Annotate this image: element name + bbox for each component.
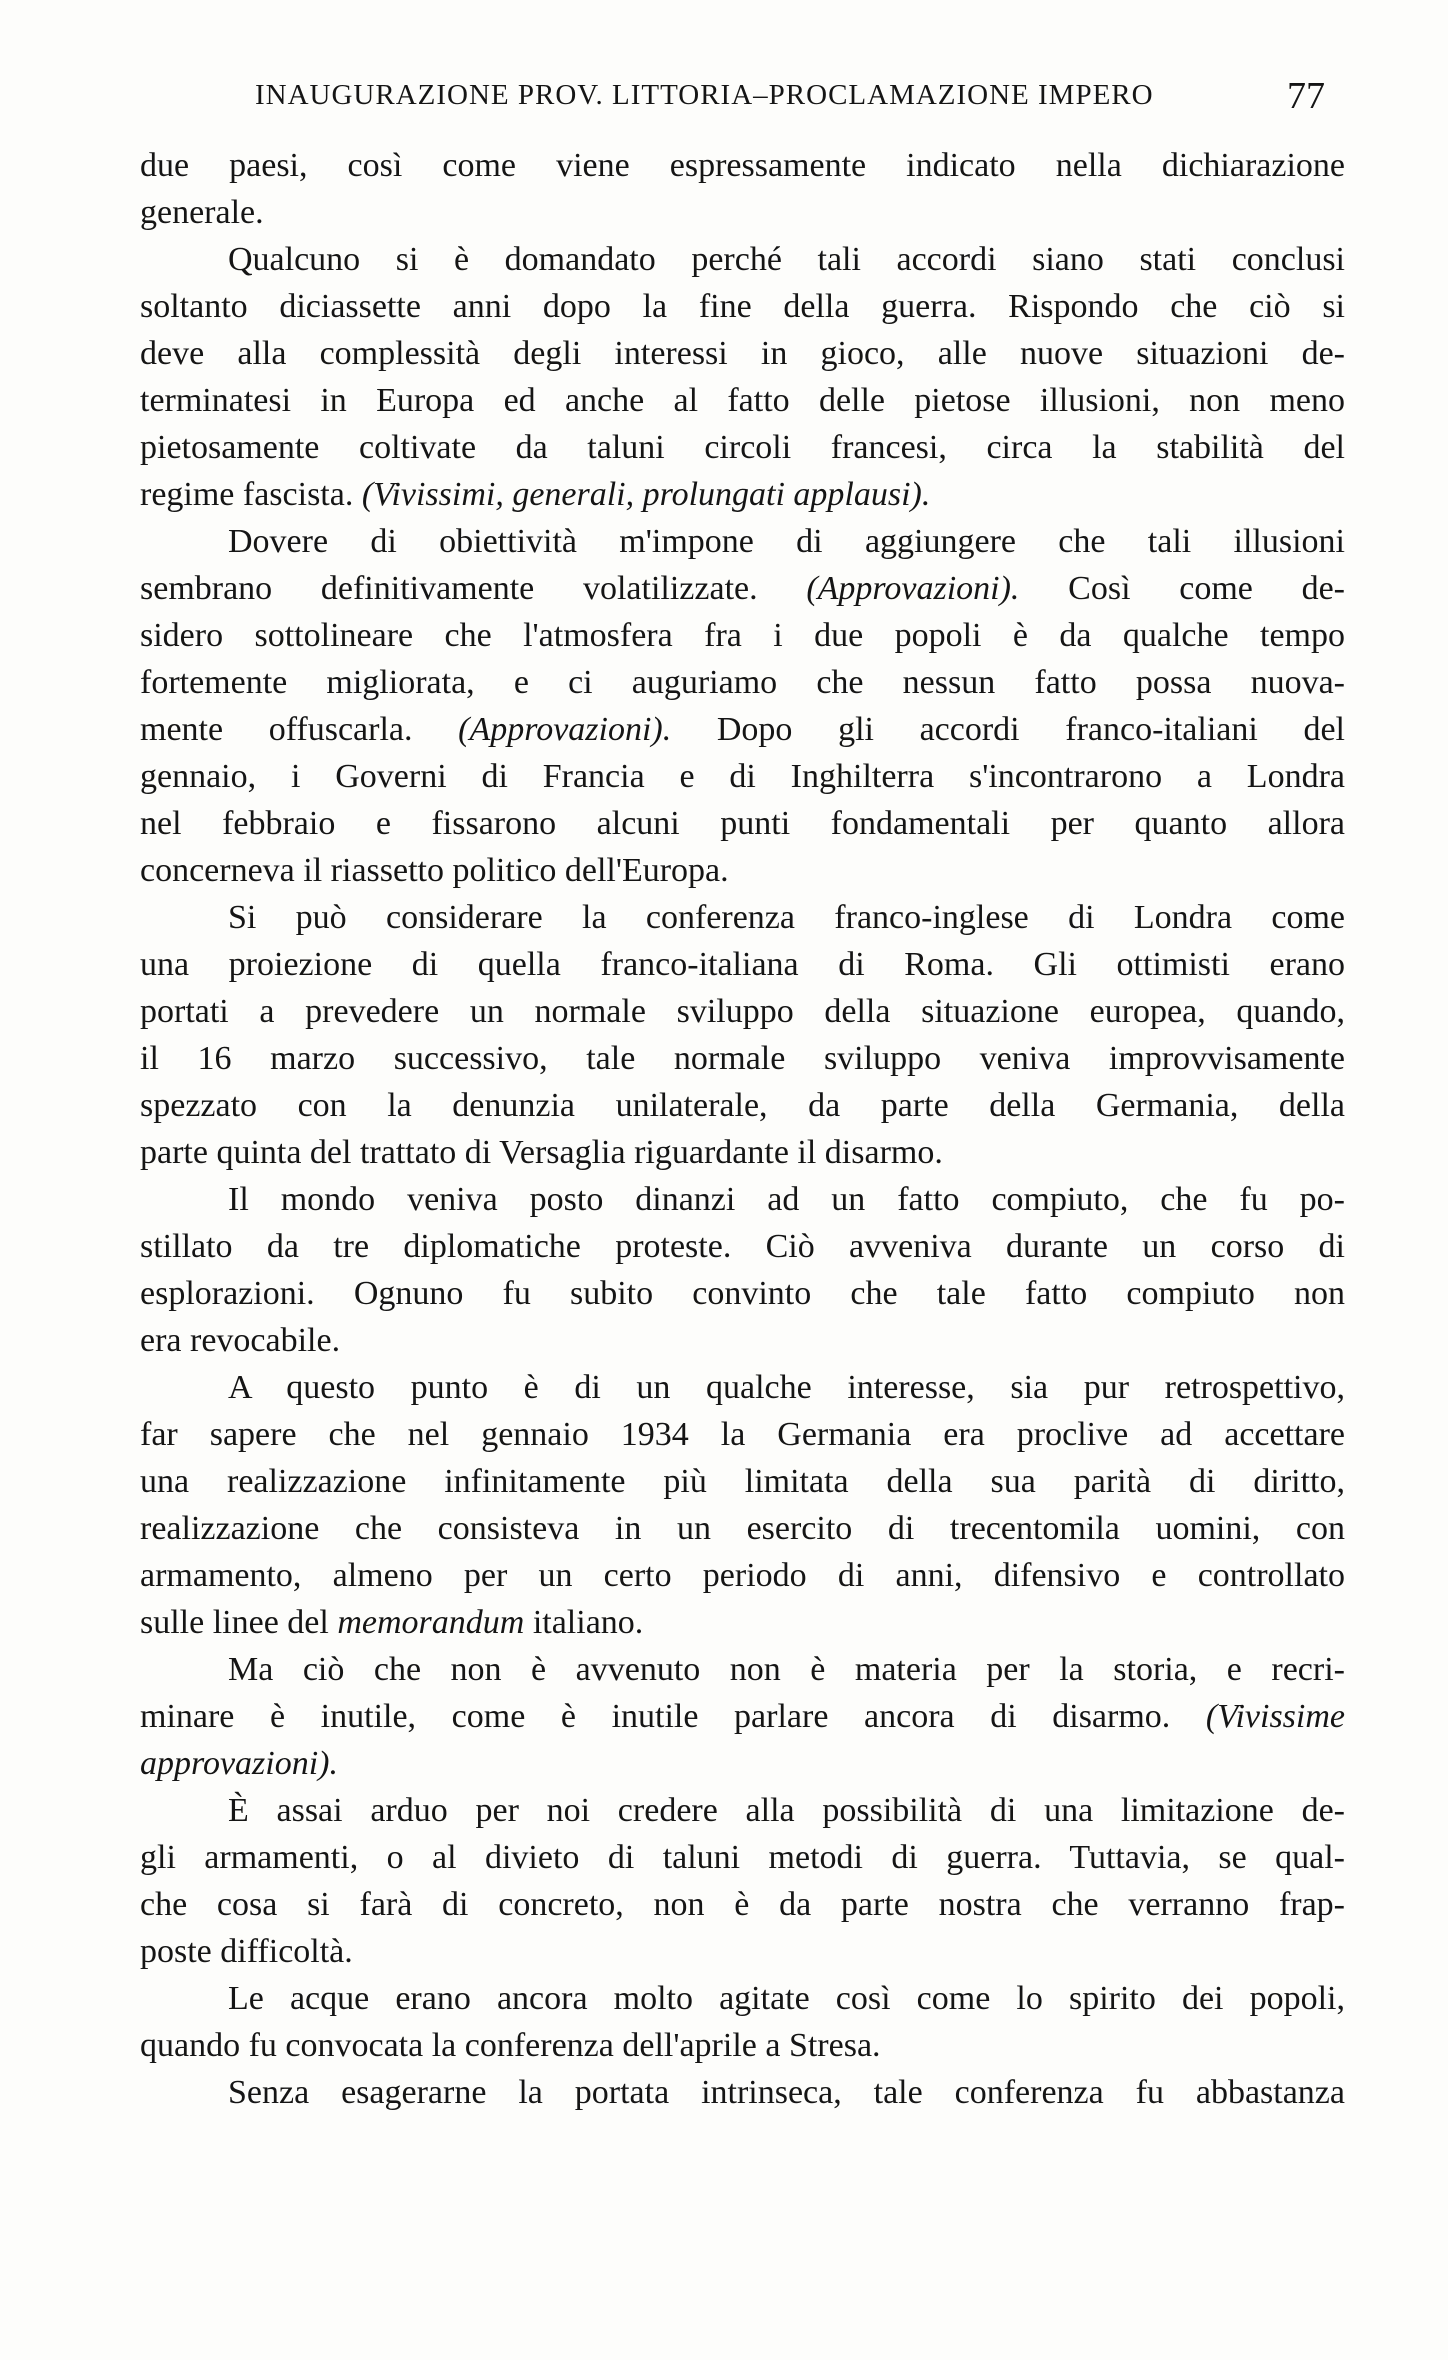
text-segment: Si può considerare la conferenza franco-inglese di Londra come: [228, 899, 1345, 936]
text-segment: soltanto diciassette anni dopo la fine della guerra. Rispondo che ciò si: [140, 288, 1345, 325]
text-line: [140, 471, 1345, 518]
text-segment: Qualcuno si è domandato perché tali accordi siano stati conclusi: [228, 241, 1345, 278]
text-line: [140, 753, 1345, 800]
text-line: [140, 1928, 1345, 1975]
text-segment: poste difficoltà.: [140, 1933, 353, 1970]
text-segment: terminatesi in Europa ed anche al fatto delle pietose illusioni, non meno: [140, 382, 1345, 419]
text-line: [140, 988, 1345, 1035]
text-segment: armamento, almeno per un certo periodo di anni, difensivo e controllato: [140, 1557, 1345, 1594]
text-line: [140, 1975, 1345, 2022]
text-line: [140, 847, 1345, 894]
text-segment: realizzazione che consisteva in un esercito di trecentomila uomini, con: [140, 1510, 1345, 1547]
page-number: 77: [1287, 75, 1325, 117]
text-segment: spezzato con la denunzia unilaterale, da parte della Germania, della: [140, 1087, 1345, 1124]
text-line: [140, 800, 1345, 847]
text-line: [140, 1881, 1345, 1928]
text-segment: sulle linee del: [140, 1604, 338, 1641]
text-segment: sembrano definitivamente volatilizzate.: [140, 570, 807, 607]
text-line: [140, 1646, 1345, 1693]
italic-text-segment: (Vivissime: [1205, 1698, 1345, 1735]
text-segment: A questo punto è di un qualche interesse, sia pur retrospettivo,: [228, 1369, 1345, 1406]
italic-text-segment: memorandum: [337, 1604, 525, 1641]
text-line: [140, 1599, 1345, 1646]
text-line: [140, 706, 1345, 753]
text-segment: Così come de-: [1019, 570, 1345, 607]
text-line: [140, 1082, 1345, 1129]
text-line: [140, 283, 1345, 330]
text-segment: esplorazioni. Ognuno fu subito convinto che tale fatto compiuto non: [140, 1275, 1345, 1312]
running-head: INAUGURAZIONE PROV. LITTORIA–PROCLAMAZIONE IMPERO: [255, 79, 1154, 111]
text-line: [140, 2069, 1345, 2116]
text-segment: deve alla complessità degli interessi in gioco, alle nuove situazioni de-: [140, 335, 1345, 372]
text-segment: una proiezione di quella franco-italiana di Roma. Gli ottimisti erano: [140, 946, 1345, 983]
text-line: [140, 565, 1345, 612]
text-segment: gennaio, i Governi di Francia e di Inghilterra s'incontrarono a Londra: [140, 758, 1345, 795]
text-segment: portati a prevedere un normale sviluppo della situazione europea, quando,: [140, 993, 1345, 1030]
text-line: [140, 1740, 1345, 1787]
text-segment: una realizzazione infinitamente più limitata della sua parità di diritto,: [140, 1463, 1345, 1500]
text-segment: Dopo gli accordi franco-italiani del: [671, 711, 1345, 748]
text-segment: mente offuscarla.: [140, 711, 459, 748]
text-line: [140, 189, 1345, 236]
text-segment: due paesi, così come viene espressamente indicato nella dichiarazione: [140, 147, 1345, 184]
text-line: [140, 1223, 1345, 1270]
text-line: [140, 1035, 1345, 1082]
text-segment: pietosamente coltivate da taluni circoli francesi, circa la stabilità del: [140, 429, 1345, 466]
text-segment: far sapere che nel gennaio 1934 la Germania era proclive ad accettare: [140, 1416, 1345, 1453]
text-segment: concerneva il riassetto politico dell'Europa.: [140, 852, 729, 889]
text-segment: sidero sottolineare che l'atmosfera fra i due popoli è da qualche tempo: [140, 617, 1345, 654]
text-line: [140, 659, 1345, 706]
text-segment: stillato da tre diplomatiche proteste. Ciò avveniva durante un corso di: [140, 1228, 1345, 1265]
text-line: [140, 1693, 1345, 1740]
text-line: [140, 941, 1345, 988]
text-line: [140, 377, 1345, 424]
text-line: [140, 1129, 1345, 1176]
text-segment: nel febbraio e fissarono alcuni punti fondamentali per quanto allora: [140, 805, 1345, 842]
text-line: [140, 1317, 1345, 1364]
text-line: [140, 1176, 1345, 1223]
text-line: [140, 1552, 1345, 1599]
text-line: [140, 1270, 1345, 1317]
text-segment: che cosa si farà di concreto, non è da parte nostra che verranno frap-: [140, 1886, 1345, 1923]
text-segment: Ma ciò che non è avvenuto non è materia per la storia, e recri-: [228, 1651, 1345, 1688]
text-segment: il 16 marzo successivo, tale normale sviluppo veniva improvvisamente: [140, 1040, 1345, 1077]
body-text: [140, 142, 1345, 2116]
text-line: [140, 330, 1345, 377]
text-line: [140, 1411, 1345, 1458]
italic-text-segment: (Approvazioni).: [458, 711, 672, 748]
text-segment: quando fu convocata la conferenza dell'aprile a Stresa.: [140, 2027, 881, 2064]
text-line: [140, 236, 1345, 283]
text-segment: era revocabile.: [140, 1322, 341, 1359]
page-header: [255, 74, 1325, 124]
text-line: [140, 1364, 1345, 1411]
text-segment: È assai arduo per noi credere alla possibilità di una limitazione de-: [228, 1792, 1345, 1829]
text-line: [140, 612, 1345, 659]
text-line: [140, 1458, 1345, 1505]
text-line: [140, 894, 1345, 941]
text-line: [140, 518, 1345, 565]
text-line: [140, 2022, 1345, 2069]
text-line: [140, 424, 1345, 471]
text-segment: fortemente migliorata, e ci auguriamo che nessun fatto possa nuova-: [140, 664, 1345, 701]
text-segment: Le acque erano ancora molto agitate così come lo spirito dei popoli,: [228, 1980, 1345, 2017]
text-segment: minare è inutile, come è inutile parlare ancora di disarmo.: [140, 1698, 1206, 1735]
text-segment: gli armamenti, o al divieto di taluni metodi di guerra. Tuttavia, se qual-: [140, 1839, 1345, 1876]
text-segment: Dovere di obiettività m'impone di aggiungere che tali illusioni: [228, 523, 1345, 560]
text-segment: Senza esagerarne la portata intrinseca, tale conferenza fu abbastanza: [228, 2074, 1345, 2111]
text-line: [140, 1505, 1345, 1552]
italic-text-segment: (Vivissimi, generali, prolungati applausi).: [361, 476, 931, 513]
text-segment: parte quinta del trattato di Versaglia riguardante il disarmo.: [140, 1134, 943, 1171]
text-segment: generale.: [140, 194, 264, 231]
italic-text-segment: approvazioni).: [140, 1745, 339, 1782]
text-line: [140, 1787, 1345, 1834]
text-segment: Il mondo veniva posto dinanzi ad un fatto compiuto, che fu po-: [228, 1181, 1345, 1218]
italic-text-segment: (Approvazioni).: [806, 570, 1020, 607]
text-segment: italiano.: [524, 1604, 644, 1641]
text-line: [140, 1834, 1345, 1881]
text-segment: regime fascista.: [140, 476, 362, 513]
text-line: [140, 142, 1345, 189]
